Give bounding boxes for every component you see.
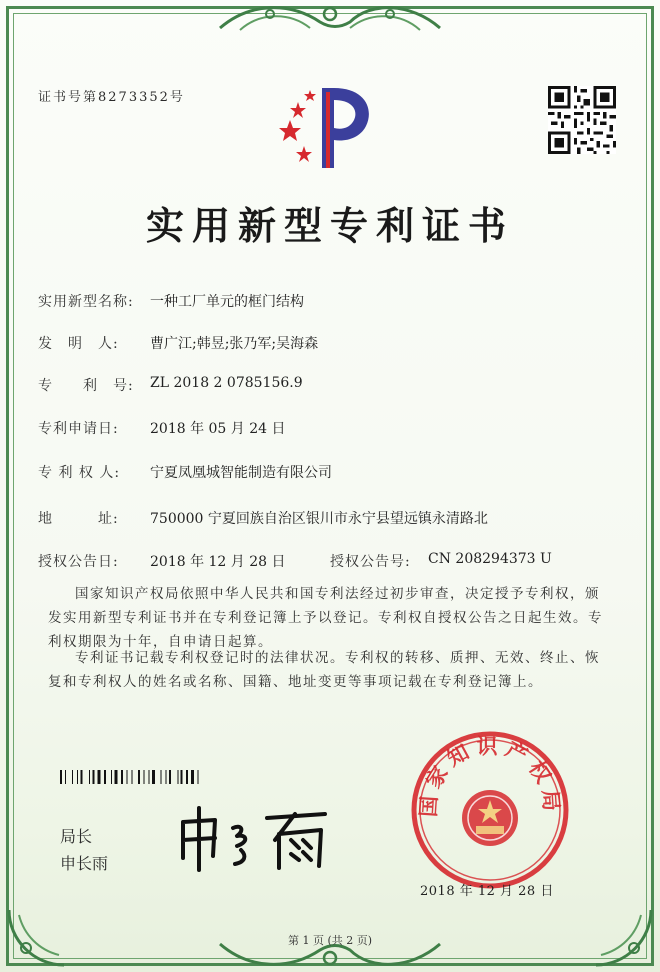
- top-ornament: [210, 0, 450, 38]
- barcode: [60, 770, 240, 784]
- patent-number-label: 专 利 号:: [38, 378, 134, 394]
- address-value: 750000 宁夏回族自治区银川市永宁县望远镇永清路北: [150, 511, 488, 527]
- name-label: 实用新型名称:: [38, 294, 134, 310]
- qr-code: [548, 86, 616, 154]
- inventor-label: 发 明 人:: [38, 336, 119, 352]
- certificate-number: 证书号第8273352号: [38, 90, 185, 105]
- seal-date: 2018 年 12 月 28 日: [420, 884, 554, 899]
- director-title: 局长: [60, 827, 93, 846]
- statement-paragraph-1: 国家知识产权局依照中华人民共和国专利法经过初步审查，决定授予专利权，颁发实用新型专利证书并在专利登记簿上予以登记。专利权自授权公告之日起生效。专利权期限为十年，自申请日起算。: [48, 586, 603, 650]
- grant-number-label: 授权公告号:: [330, 554, 411, 570]
- grant-date-label: 授权公告日:: [38, 554, 119, 570]
- address-label: 地 址:: [38, 511, 119, 527]
- grant-number-value: CN 208294373 U: [428, 551, 552, 567]
- certificate-title: 实用新型专利证书: [145, 203, 514, 248]
- patent-office-logo: [270, 80, 385, 175]
- official-seal: [410, 730, 570, 890]
- director-name: 申长雨: [60, 854, 109, 873]
- name-value: 一种工厂单元的框门结构: [150, 294, 304, 310]
- filing-date-value: 2018 年 05 月 24 日: [150, 421, 286, 437]
- statement-paragraph-2: 专利证书记载专利权登记时的法律状况。专利权的转移、质押、无效、终止、恢复和专利权人的姓名或名称、国籍、地址变更等事项记载在专利登记簿上。: [48, 650, 600, 690]
- filing-date-label: 专利申请日:: [38, 421, 119, 437]
- svg-text:国家知识产权局: 国家知识产权局: [416, 734, 564, 818]
- patentee-label: 专 利 权 人:: [38, 465, 121, 481]
- patentee-value: 宁夏凤凰城智能制造有限公司: [150, 465, 332, 481]
- page-number: 第 1 页 (共 2 页): [287, 934, 373, 947]
- patent-number-value: ZL 2018 2 0785156.9: [150, 375, 303, 391]
- grant-date-value: 2018 年 12 月 28 日: [150, 554, 286, 570]
- director-signature: [175, 800, 335, 875]
- inventor-value: 曹广江;韩昱;张乃军;吴海森: [150, 336, 319, 352]
